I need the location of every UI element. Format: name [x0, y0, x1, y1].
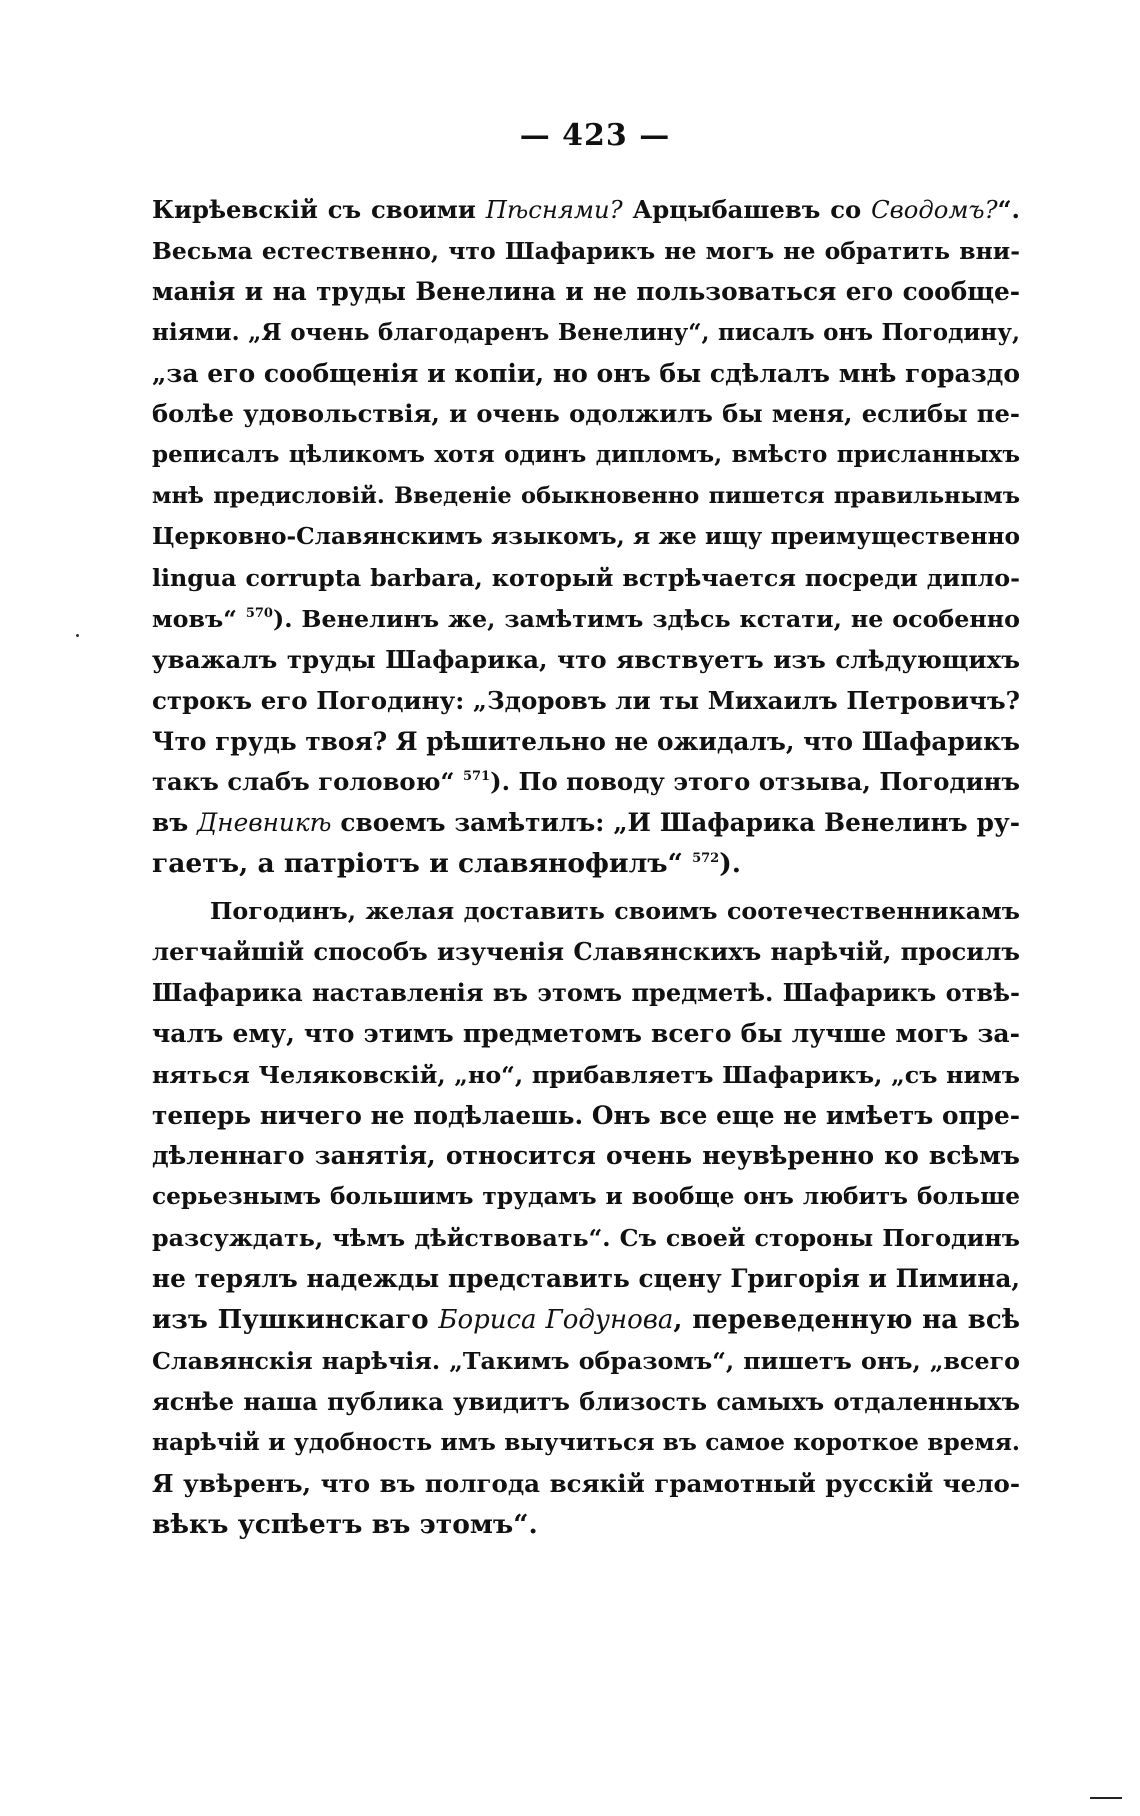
- page-number: — 423 —: [519, 118, 671, 153]
- text-line: такъ слабъ головою“ $^{571}$). По поводу этого отзыва, Погодинъ: [152, 767, 1020, 797]
- text-line: манія и на труды Венелина и не пользоваться его сообще-: [152, 276, 1020, 306]
- text-line: болѣе удовольствія, и очень одолжилъ бы меня, еслибы пе-: [152, 399, 1020, 429]
- text-line: въ Дневникѣ своемъ замѣтилъ: „И Шафарика Венелинъ ру-: [152, 808, 1020, 838]
- text-line: ніями. „Я очень благодаренъ Венелину“, писалъ онъ Погодину,: [152, 318, 1020, 346]
- text-line: вѣкъ успѣетъ въ этомъ“.: [152, 1508, 538, 1540]
- text-line: „за его сообщенія и копіи, но онъ бы сдѣлалъ мнѣ гораздо: [152, 358, 1020, 388]
- text-line: чалъ ему, что этимъ предметомъ всего бы лучше могъ за-: [152, 1018, 1020, 1048]
- text-line: Кирѣевскій съ своими Пѣснями? Арцыбашевъ со Сводомъ?“.: [152, 195, 1020, 224]
- text-line: мнѣ предисловій. Введеніе обыкновенно пишется правильнымъ: [152, 483, 1020, 510]
- text-line: уважалъ труды Шафарика, что явствуетъ изъ слѣдующихъ: [152, 644, 1020, 674]
- text-line: легчайшій способъ изученія Славянскихъ нарѣчій, просилъ: [152, 937, 1020, 967]
- text-line: мовъ“ $^{570}$). Венелинъ же, замѣтимъ здѣсь кстати, не особенно: [152, 604, 1020, 633]
- text-line: серьезнымъ большимъ трудамъ и вообще онъ любитъ больше: [152, 1183, 1020, 1211]
- text-line: реписалъ цѣликомъ хотя одинъ дипломъ, вмѣсто присланныхъ: [152, 441, 1020, 469]
- italic-title: Пѣснями?: [485, 195, 623, 224]
- italic-title: Бориса Годунова: [438, 1305, 674, 1336]
- italic-title: Дневникѣ: [197, 808, 332, 838]
- text-line: теперь ничего не подѣлаешь. Онъ все еще не имѣетъ опре-: [152, 1100, 1020, 1130]
- text-line: lingua corrupta barbara, который встрѣчается посреди дипло-: [152, 564, 1020, 593]
- text-line: Погодинъ, желая доставить своимъ соотечественникамъ: [210, 897, 1020, 926]
- text-line: Церковно-Славянскимъ языкомъ, я же ищу преимущественно: [152, 523, 1020, 551]
- footnote-ref: 572: [692, 851, 720, 867]
- text-line: изъ Пушкинскаго Бориса Годунова, переведенную на всѣ: [152, 1305, 1020, 1336]
- italic-title: Сводомъ?: [871, 195, 998, 224]
- footnote-ref: 571: [462, 769, 491, 785]
- text-line: дѣленнаго занятія, относится очень неувѣренно ко всѣмъ: [152, 1141, 1020, 1171]
- text-line: яснѣе наша публика увидитъ близость самыхъ отдаленныхъ: [152, 1386, 1020, 1416]
- text-line: строкъ его Погодину: „Здоровъ ли ты Михаилъ Петровичъ?: [152, 685, 1020, 715]
- text-line: не терялъ надежды представить сцену Григорія и Пимина,: [152, 1264, 1020, 1294]
- text-line: нарѣчій и удобность имъ выучиться въ самое короткое время.: [152, 1428, 1020, 1456]
- text-line: Что грудь твоя? Я рѣшительно не ожидалъ, что Шафарикъ: [152, 726, 1020, 756]
- text-line: Шафарика наставленія въ этомъ предметѣ. Шафарикъ отвѣ-: [152, 977, 1020, 1007]
- text-line: гаетъ, а патріотъ и славянофилъ“ $^{572}$).: [152, 848, 741, 880]
- print-speck: [76, 634, 79, 637]
- text-line: няться Челяковскій, „но“, прибавляетъ Шафарикъ, „съ нимъ: [152, 1060, 1020, 1089]
- text-line: Я увѣренъ, что въ полгода всякій грамотный русскій чело-: [152, 1468, 1020, 1498]
- corner-rule: [1090, 1797, 1122, 1799]
- text-line: разсуждать, чѣмъ дѣйствовать“. Съ своей стороны Погодинъ: [152, 1224, 1020, 1253]
- body-text: [152, 190, 1020, 1545]
- text-line: Весьма естественно, что Шафарикъ не могъ не обратить вни-: [152, 236, 1020, 265]
- text-line: Славянскія нарѣчія. „Такимъ образомъ“, пишетъ онъ, „всего: [152, 1346, 1020, 1375]
- footnote-ref: 570: [245, 605, 273, 621]
